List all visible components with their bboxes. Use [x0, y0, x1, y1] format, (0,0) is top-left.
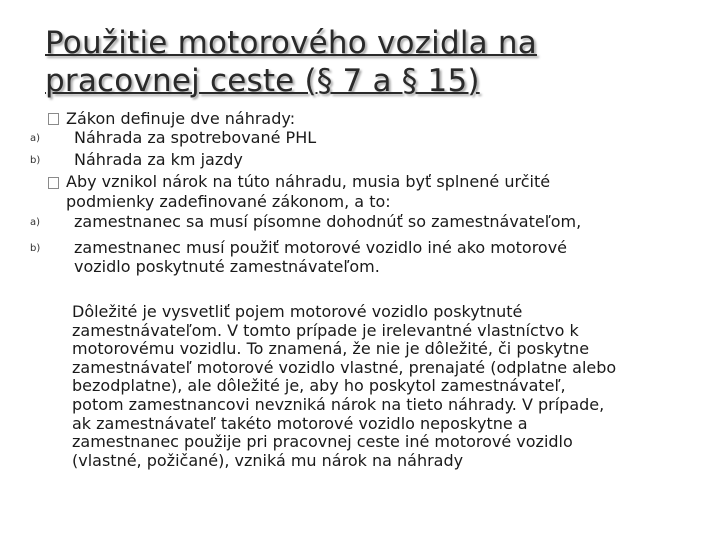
list-item-text: Náhrada za km jazdy	[74, 150, 243, 169]
paragraph-line: bezodplatne), ale dôležité je, aby ho poskytol zamestnávateľ,	[72, 376, 566, 396]
paragraph-line: (vlastné, požičané), vzniká mu nárok na náhrady	[72, 450, 464, 470]
list-marker-b: b)	[30, 155, 41, 166]
square-bullet-icon	[48, 113, 59, 125]
list-item-text-line-2: vozidlo poskytnuté zamestnávateľom.	[74, 257, 380, 276]
list-item-text: Náhrada za spotrebované PHL	[74, 128, 317, 147]
square-bullet-icon	[48, 177, 59, 189]
paragraph-line: zamestnávateľom. V tomto prípade je irelevantné vlastníctvo k	[72, 320, 579, 340]
slide-title-line-1: Použitie motorového vozidla na	[45, 25, 537, 61]
list-marker-a: a)	[30, 217, 41, 228]
slide-title	[45, 24, 685, 100]
list-item-text: zamestnanec sa musí písomne dohodnúť so zamestnávateľom,	[74, 212, 582, 231]
paragraph-line: zamestnávateľ motorové vozidlo vlastné, prenajaté (odplatne alebo	[72, 357, 617, 377]
list-marker-b: b)	[30, 243, 41, 254]
paragraph-line: zamestnanec použije pri pracovnej ceste iné motorové vozidlo	[72, 432, 573, 452]
list-item-text-line-1: zamestnanec musí použiť motorové vozidlo iné ako motorové	[74, 238, 568, 257]
paragraph-line: ak zamestnávateľ takéto motorové vozidlo neposkytne a	[72, 413, 528, 433]
slide-title-line-2: pracovnej ceste (§ 7 a § 15)	[45, 63, 480, 99]
bullet-text-line-2: podmienky zadefinované zákonom, a to:	[66, 192, 391, 211]
list-marker-a: a)	[30, 133, 41, 144]
explanation-paragraph	[72, 303, 702, 470]
bullet-text: Zákon definuje dve náhrady:	[66, 109, 296, 128]
paragraph-line: Dôležité je vysvetliť pojem motorové vozidlo poskytnuté	[72, 302, 523, 321]
bullet-text-line-1: Aby vznikol nárok na túto náhradu, musia byť splnené určité	[66, 172, 551, 191]
paragraph-line: potom zamestnancovi nevzniká nárok na tieto náhrady. V prípade,	[72, 394, 605, 414]
paragraph-line: motorovému vozidlu. To znamená, že nie je dôležité, či poskytne	[72, 339, 590, 359]
